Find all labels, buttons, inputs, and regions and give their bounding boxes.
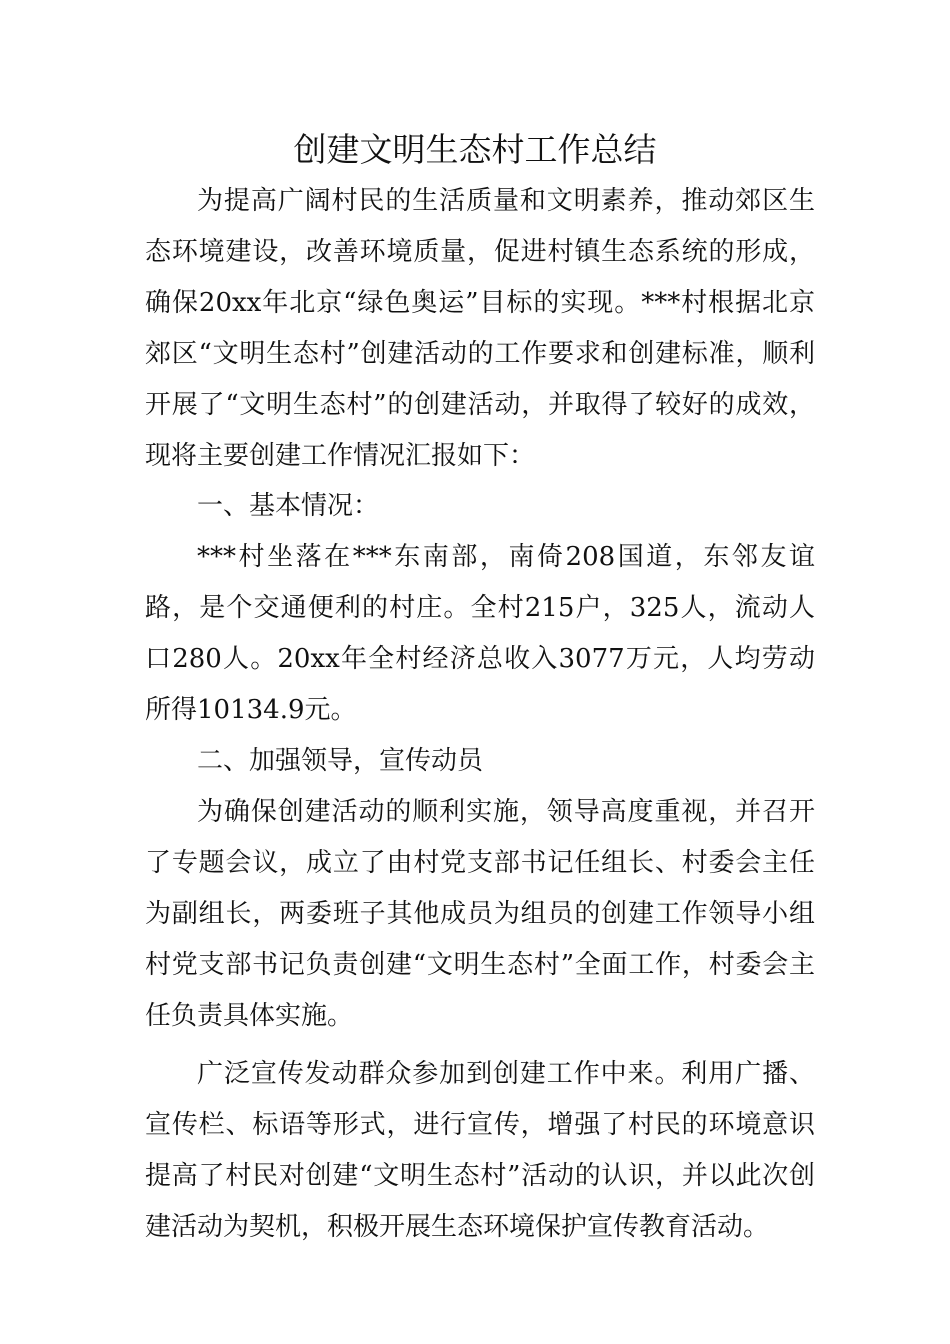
heading-leadership: 二、加强领导，宣传动员 <box>197 745 484 776</box>
paragraph-basic-situation: ***村坐落在***东南部，南倚208国道，东邻友谊路，是个交通便利的村庄。全村215户，325人，流动人口280人。20xx年全村经济总收入3077万元，人均劳动所得10134.9元。 <box>145 542 815 726</box>
heading-basic-situation: 一、基本情况： <box>197 491 380 522</box>
paragraph-publicity: 广泛宣传发动群众参加到创建工作中来。利用广播、宣传栏、标语等形式，进行宣传，增强了村民的环境意识提高了村民对创建“文明生态村”活动的认识，并以此次创建活动为契机，积极开展生态环境保护宣传教育活动。 <box>145 1059 815 1243</box>
document-body <box>145 176 815 1253</box>
paragraph-intro: 为提高广阔村民的生活质量和文明素养，推动郊区生态环境建设，改善环境质量，促进村镇生态系统的形成，确保20xx年北京“绿色奥运”目标的实现。***村根据北京郊区“文明生态村”创建活动的工作要求和创建标准，顺利开展了“文明生态村”的创建活动，并取得了较好的成效，现将主要创建工作情况汇报如下： <box>145 186 815 471</box>
paragraph-leadership: 为确保创建活动的顺利实施，领导高度重视，并召开了专题会议，成立了由村党支部书记任组长、村委会主任为副组长，两委班子其他成员为组员的创建工作领导小组村党支部书记负责创建“文明生态村”全面工作，村委会主任负责具体实施。 <box>145 796 815 1031</box>
document-title: 创建文明生态村工作总结 <box>293 130 657 169</box>
